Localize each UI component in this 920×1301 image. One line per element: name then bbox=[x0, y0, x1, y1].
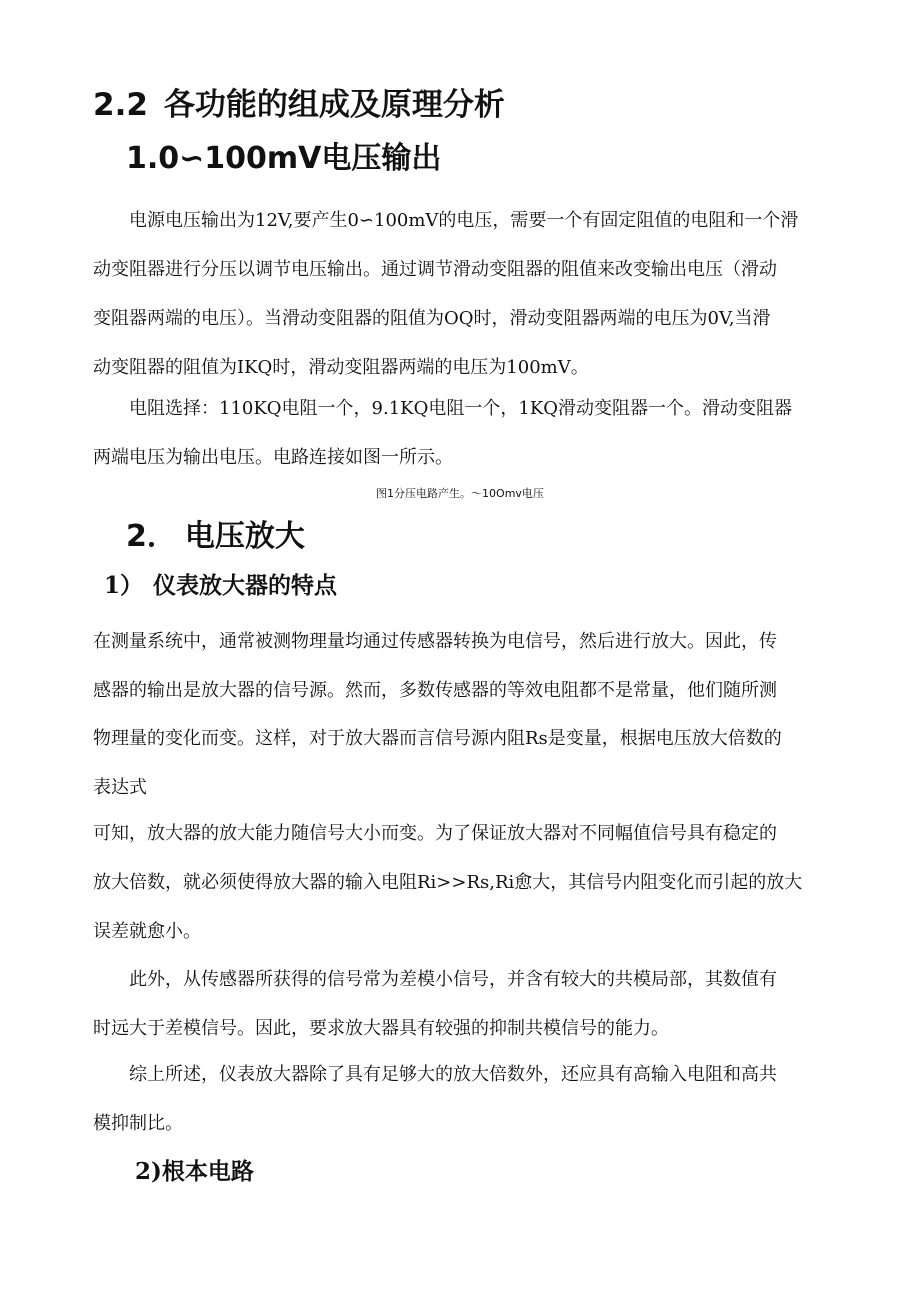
subsubsection-heading-basic-circuit bbox=[135, 1155, 254, 1189]
paragraph-measurement-system bbox=[93, 618, 782, 813]
subsubsection-title: 根本电路 bbox=[161, 1158, 254, 1185]
section-title: 各功能的组成及原理分析 bbox=[163, 87, 505, 123]
paragraph-line: 感器的输出是放大器的信号源。然而，多数传感器的等效电阻都不是常量，他们随所测 bbox=[93, 679, 777, 701]
subsubsection-heading-amplifier-features bbox=[104, 569, 337, 603]
paragraph-line: 动变阻器进行分压以调节电压输出。通过调节滑动变阻器的阻值来改变输出电压（滑动 bbox=[93, 259, 777, 280]
paragraph-line: 动变阻器的阻值为IKQ时，滑动变阻器两端的电压为100mV。 bbox=[93, 357, 589, 378]
paragraph-line: 表达式 bbox=[93, 777, 147, 799]
figure-caption: 图1分压电路产生。〜10Omv电压 bbox=[376, 487, 544, 500]
subsection-heading-voltage-output bbox=[126, 138, 441, 180]
subsubsection-title: 仪表放大器的特点 bbox=[153, 572, 338, 599]
subsection-title: 电压输出 bbox=[321, 141, 442, 176]
paragraph-line: 变阻器两端的电压）。当滑动变阻器的阻值为OQ时，滑动变阻器两端的电压为0V,当滑 bbox=[93, 308, 771, 329]
subsection-title: 电压放大 bbox=[184, 519, 305, 554]
paragraph-line: 在测量系统中，通常被测物理量均通过传感器转换为电信号，然后进行放大。因此，传 bbox=[93, 631, 777, 652]
paragraph-summary bbox=[93, 1050, 777, 1148]
paragraph-line: 电源电压输出为12V,要产生0∽100mV的电压，需要一个有固定阻值的电阻和一个滑 bbox=[93, 210, 799, 231]
paragraph-line: 时远大于差模信号。因此，要求放大器具有较强的抑制共模信号的能力。 bbox=[93, 1018, 669, 1039]
subsection-heading-voltage-amplify bbox=[126, 516, 305, 558]
paragraph-common-mode bbox=[93, 955, 777, 1053]
paragraph-line: 两端电压为输出电压。电路连接如图一所示。 bbox=[93, 447, 453, 468]
paragraph-line: 可知，放大器的放大能力随信号大小而变。为了保证放大器对不同幅值信号具有稳定的 bbox=[93, 823, 777, 844]
section-heading bbox=[93, 84, 505, 126]
subsection-number: 1.0∽100mV bbox=[126, 141, 322, 176]
paragraph-resistor-selection bbox=[93, 384, 792, 482]
subsubsection-number: 2) bbox=[135, 1158, 162, 1185]
subsection-number: 2． bbox=[126, 519, 177, 554]
paragraph-amplifier-gain bbox=[93, 809, 802, 956]
paragraph-line: 放大倍数，就必须使得放大器的输入电阻Ri>>Rs,Ri愈大，其信号内阻变化而引起的放大 bbox=[93, 872, 803, 893]
paragraph-voltage-divider bbox=[93, 196, 798, 392]
paragraph-line: 电阻选择：110KQ电阻一个，9.1KQ电阻一个，1KQ滑动变阻器一个。滑动变阻器 bbox=[93, 398, 793, 419]
paragraph-line: 此外，从传感器所获得的信号常为差模小信号，并含有较大的共模局部，其数值有 bbox=[93, 969, 777, 990]
subsubsection-number: 1） bbox=[104, 572, 144, 599]
paragraph-line: 综上所述，仪表放大器除了具有足够大的放大倍数外，还应具有高输入电阻和高共 bbox=[93, 1064, 777, 1085]
paragraph-line: 模抑制比。 bbox=[93, 1113, 183, 1134]
paragraph-line: 误差就愈小。 bbox=[93, 921, 201, 942]
paragraph-line: 物理量的变化而变。这样，对于放大器而言信号源内阻Rs是变量，根据电压放大倍数的 bbox=[93, 728, 782, 750]
section-number: 2.2 bbox=[93, 87, 148, 123]
